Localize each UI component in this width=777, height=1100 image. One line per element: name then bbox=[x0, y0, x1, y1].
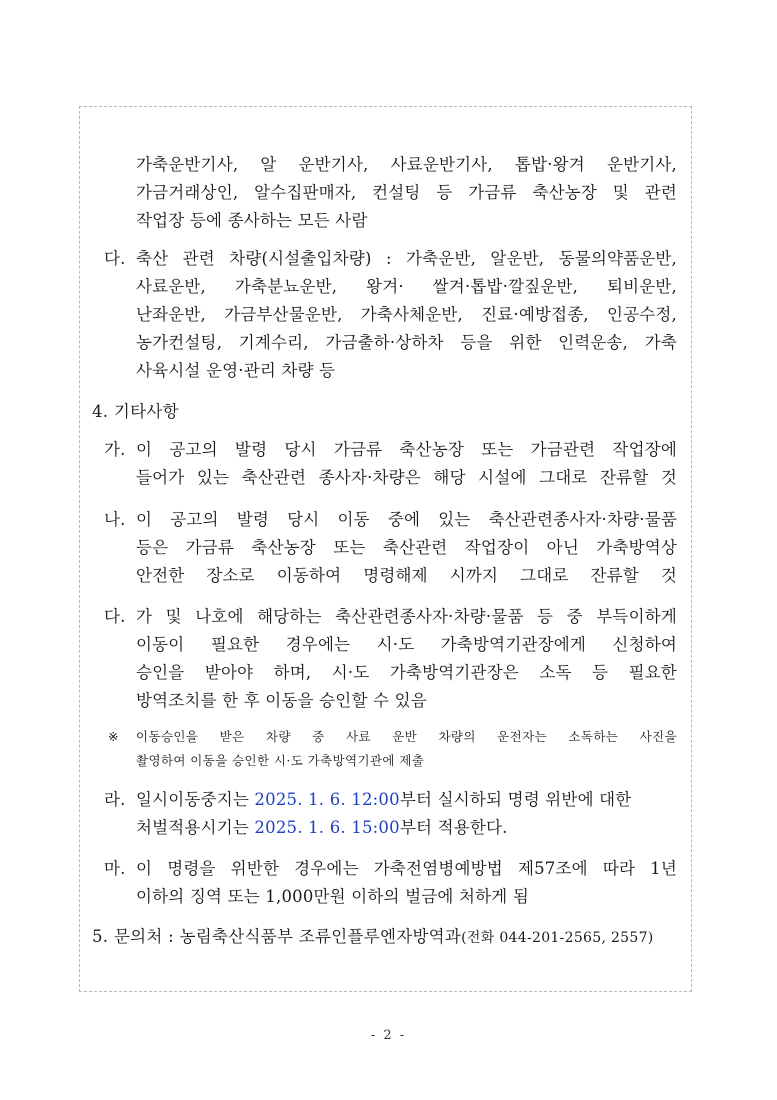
note-line-2: 촬영하여 이동을 승인한 시·도 가축방역기관에 제출 bbox=[136, 753, 425, 768]
page-number: - 2 - bbox=[370, 1028, 407, 1043]
item-na-line-2: 등은 가금류 축산농장 또는 축산관련 작업장이 아닌 가축방역상 bbox=[136, 538, 677, 557]
item-na-line-3: 안전한 장소로 이동하여 명령해제 시까지 그대로 잔류할 것 bbox=[136, 566, 677, 585]
intro-line-3: 작업장 등에 종사하는 모든 사람 bbox=[136, 211, 368, 230]
item-ra-text-1: 일시이동중지는 bbox=[136, 790, 255, 809]
item-ra-line-2 bbox=[136, 816, 508, 840]
start-datetime: 2025. 1. 6. 12:00 bbox=[254, 790, 400, 809]
item-marker-ga: 가. bbox=[104, 440, 126, 459]
item-da-line-4: 방역조치를 한 후 이동을 승인할 수 있음 bbox=[136, 691, 427, 710]
penalty-datetime: 2025. 1. 6. 15:00 bbox=[254, 818, 400, 837]
item-ga-line-1: 이 공고의 발령 당시 가금류 축산농장 또는 가금관련 작업장에 bbox=[136, 440, 677, 459]
note-marker: ※ bbox=[108, 729, 119, 744]
item-ra-text-2: 부터 실시하되 명령 위반에 대한 bbox=[399, 790, 632, 809]
item-marker-na: 나. bbox=[104, 510, 126, 529]
item-marker-da: 다. bbox=[104, 607, 126, 626]
section-5-contact bbox=[92, 925, 654, 950]
vehicle-line-3: 난좌운반, 가금부산물운반, 가축사체운반, 진료·예방접종, 인공수정, bbox=[136, 305, 677, 324]
item-marker-da-vehicle: 다. bbox=[104, 249, 126, 268]
vehicle-line-2: 사료운반, 가축분뇨운반, 왕겨· 쌀겨·톱밥·깔짚운반, 퇴비운반, bbox=[136, 277, 677, 296]
item-marker-ra: 라. bbox=[104, 790, 126, 809]
contact-phone: (전화 044-201-2565, 2557) bbox=[461, 930, 654, 946]
section-4-title: 4. 기타사항 bbox=[92, 402, 179, 421]
item-ra-line-1 bbox=[136, 788, 631, 812]
intro-line-2: 가금거래상인, 알수집판매자, 컨설팅 등 가금류 축산농장 및 관련 bbox=[136, 183, 677, 202]
item-ma-line-2: 이하의 징역 또는 1,000만원 이하의 벌금에 처하게 됨 bbox=[136, 887, 529, 906]
item-marker-ma: 마. bbox=[104, 859, 126, 878]
item-ra-text-3: 처벌적용시기는 bbox=[136, 818, 255, 837]
vehicle-line-1: 축산 관련 차량(시설출입차량) : 가축운반, 알운반, 동물의약품운반, bbox=[136, 249, 677, 268]
vehicle-line-4: 농가컨설팅, 기계수리, 가금출하·상하차 등을 위한 인력운송, 가축 bbox=[136, 333, 677, 352]
contact-label: 5. 문의처 : 농림축산식품부 조류인플루엔자방역과 bbox=[92, 927, 462, 946]
item-ma-line-1: 이 명령을 위반한 경우에는 가축전염병예방법 제57조에 따라 1년 bbox=[136, 859, 677, 878]
item-ra-text-4: 부터 적용한다. bbox=[399, 818, 508, 837]
item-na-line-1: 이 공고의 발령 당시 이동 중에 있는 축산관련종사자·차량·물품 bbox=[136, 510, 677, 529]
item-da-line-2: 이동이 필요한 경우에는 시·도 가축방역기관장에게 신청하여 bbox=[136, 635, 677, 654]
item-ga-line-2: 들어가 있는 축산관련 종사자·차량은 해당 시설에 그대로 잔류할 것 bbox=[136, 468, 677, 487]
note-line-1: 이동승인을 받은 차량 중 사료 운반 차량의 운전자는 소독하는 사진을 bbox=[136, 729, 677, 744]
vehicle-line-5: 사육시설 운영·관리 차량 등 bbox=[136, 361, 336, 380]
intro-line-1: 가축운반기사, 알 운반기사, 사료운반기사, 톱밥·왕겨 운반기사, bbox=[136, 155, 677, 174]
item-da-line-3: 승인을 받아야 하며, 시·도 가축방역기관장은 소독 등 필요한 bbox=[136, 663, 677, 682]
item-da-line-1: 가 및 나호에 해당하는 축산관련종사자·차량·물품 등 중 부득이하게 bbox=[136, 607, 677, 626]
